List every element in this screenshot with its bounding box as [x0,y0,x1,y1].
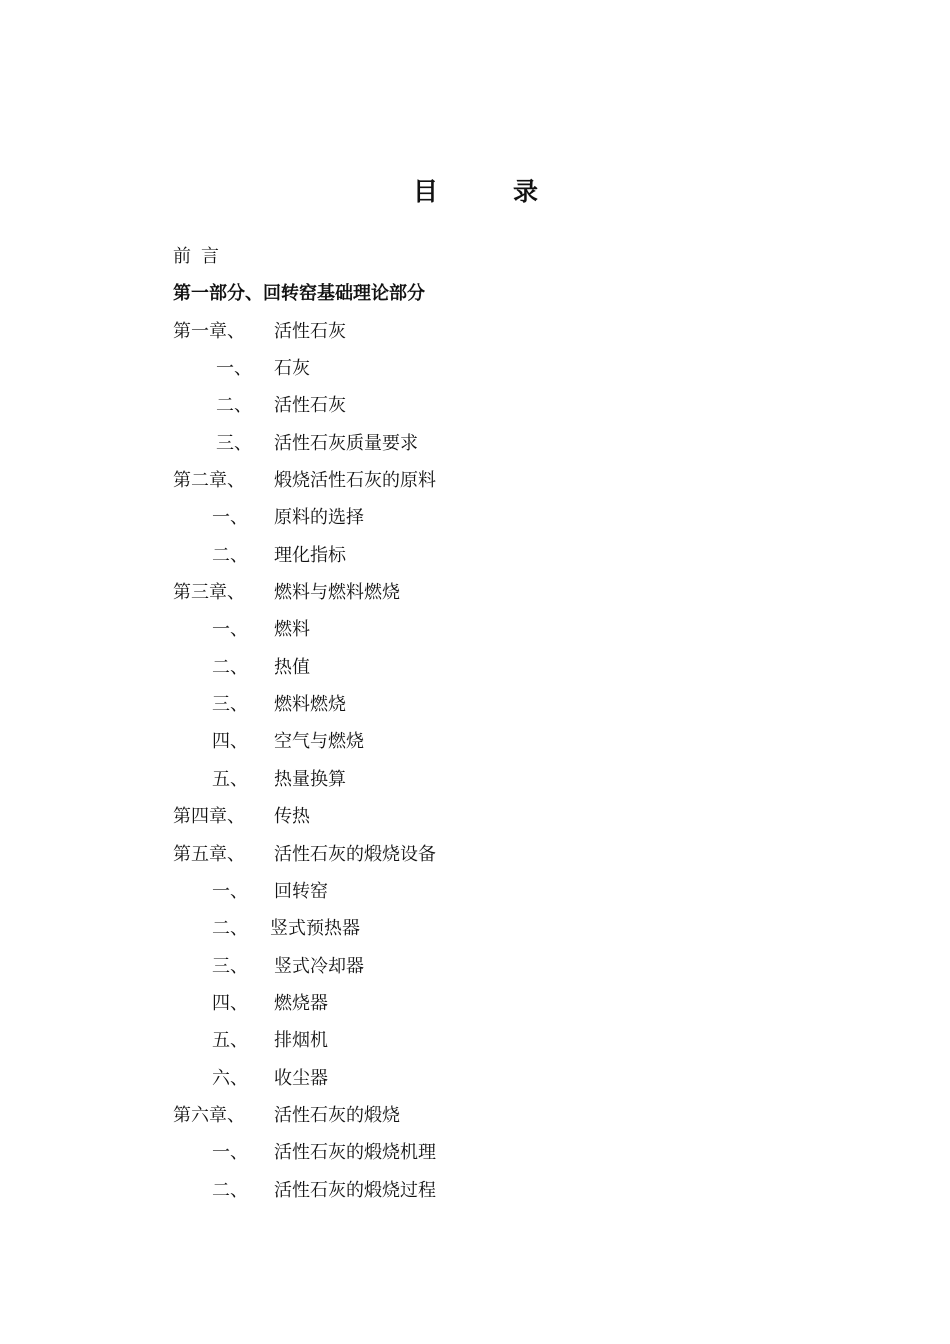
section-title: 活性石灰 [274,395,346,417]
section-title: 燃烧器 [274,992,328,1014]
section-title: 热值 [274,656,310,678]
section-number: 四、 [212,731,248,753]
section-title: 活性石灰的煅烧过程 [274,1179,436,1201]
section-title: 原料的选择 [274,507,364,529]
toc-entry-section [0,503,950,540]
section-number: 二、 [212,544,248,566]
toc-title [0,172,950,212]
toc-title-char-2: 录 [513,177,539,206]
toc-entry-section [0,1064,950,1101]
section-title: 排烟机 [274,1030,328,1052]
toc-entry-section [0,1176,950,1213]
chapter-title: 活性石灰的煅烧 [274,1104,400,1126]
section-title: 活性石灰质量要求 [274,432,418,454]
section-title: 回转窑 [274,880,328,902]
toc-title-char-1: 目 [413,177,439,206]
toc-entry-chapter-2 [0,466,950,503]
toc-entry-chapter-5 [0,840,950,877]
chapter-title: 燃料与燃料燃烧 [274,582,400,604]
toc-entry-section [0,727,950,764]
toc-entry-preface [0,242,950,279]
chapter-number: 第五章、 [173,843,245,865]
section-title: 石灰 [274,358,310,380]
section-number: 四、 [212,992,248,1014]
section-number: 三、 [212,955,248,977]
toc-entry-section [0,429,950,466]
section-number: 六、 [212,1067,248,1089]
toc-entry-section [0,877,950,914]
toc-entry-section [0,391,950,428]
table-of-contents [0,242,950,1213]
section-number: 一、 [212,507,248,529]
section-title: 燃料 [274,619,310,641]
section-title: 理化指标 [274,544,346,566]
toc-entry-section [0,653,950,690]
section-title: 燃料燃烧 [274,694,346,716]
section-number: 五、 [212,1030,248,1052]
part-heading: 第一部分、回转窑基础理论部分 [173,283,425,305]
chapter-number: 第四章、 [173,806,245,828]
section-title: 竖式冷却器 [274,955,364,977]
toc-entry-section [0,765,950,802]
section-number: 一、 [212,1142,248,1164]
toc-entry-chapter-6 [0,1101,950,1138]
section-title: 收尘器 [274,1067,328,1089]
toc-entry-section [0,1026,950,1063]
toc-entry-section [0,615,950,652]
toc-entry-section [0,914,950,951]
toc-entry-section [0,1138,950,1175]
section-title: 竖式预热器 [270,918,360,940]
toc-entry-section [0,690,950,727]
section-title: 热量换算 [274,768,346,790]
toc-entry-section [0,952,950,989]
section-number: 三、 [216,432,252,454]
toc-entry-part-1 [0,279,950,316]
section-number: 三、 [212,694,248,716]
toc-entry-section [0,989,950,1026]
chapter-title: 活性石灰 [274,320,346,342]
toc-entry-section [0,354,950,391]
chapter-number: 第三章、 [173,582,245,604]
chapter-number: 第二章、 [173,470,245,492]
chapter-title: 活性石灰的煅烧设备 [274,843,436,865]
chapter-title: 传热 [274,806,310,828]
section-number: 二、 [212,656,248,678]
toc-entry-section [0,541,950,578]
section-number: 一、 [212,880,248,902]
section-number: 二、 [216,395,252,417]
section-title: 活性石灰的煅烧机理 [274,1142,436,1164]
section-number: 五、 [212,768,248,790]
toc-entry-chapter-1 [0,317,950,354]
section-number: 一、 [212,619,248,641]
section-title: 空气与燃烧 [274,731,364,753]
toc-entry-chapter-4 [0,802,950,839]
section-number: 二、 [212,1179,248,1201]
toc-entry-chapter-3 [0,578,950,615]
chapter-number: 第六章、 [173,1104,245,1126]
preface-label: 前言 [173,246,229,267]
section-number: 一、 [216,358,252,380]
chapter-title: 煅烧活性石灰的原料 [274,470,436,492]
section-number: 二、 [212,918,248,940]
chapter-number: 第一章、 [173,320,245,342]
